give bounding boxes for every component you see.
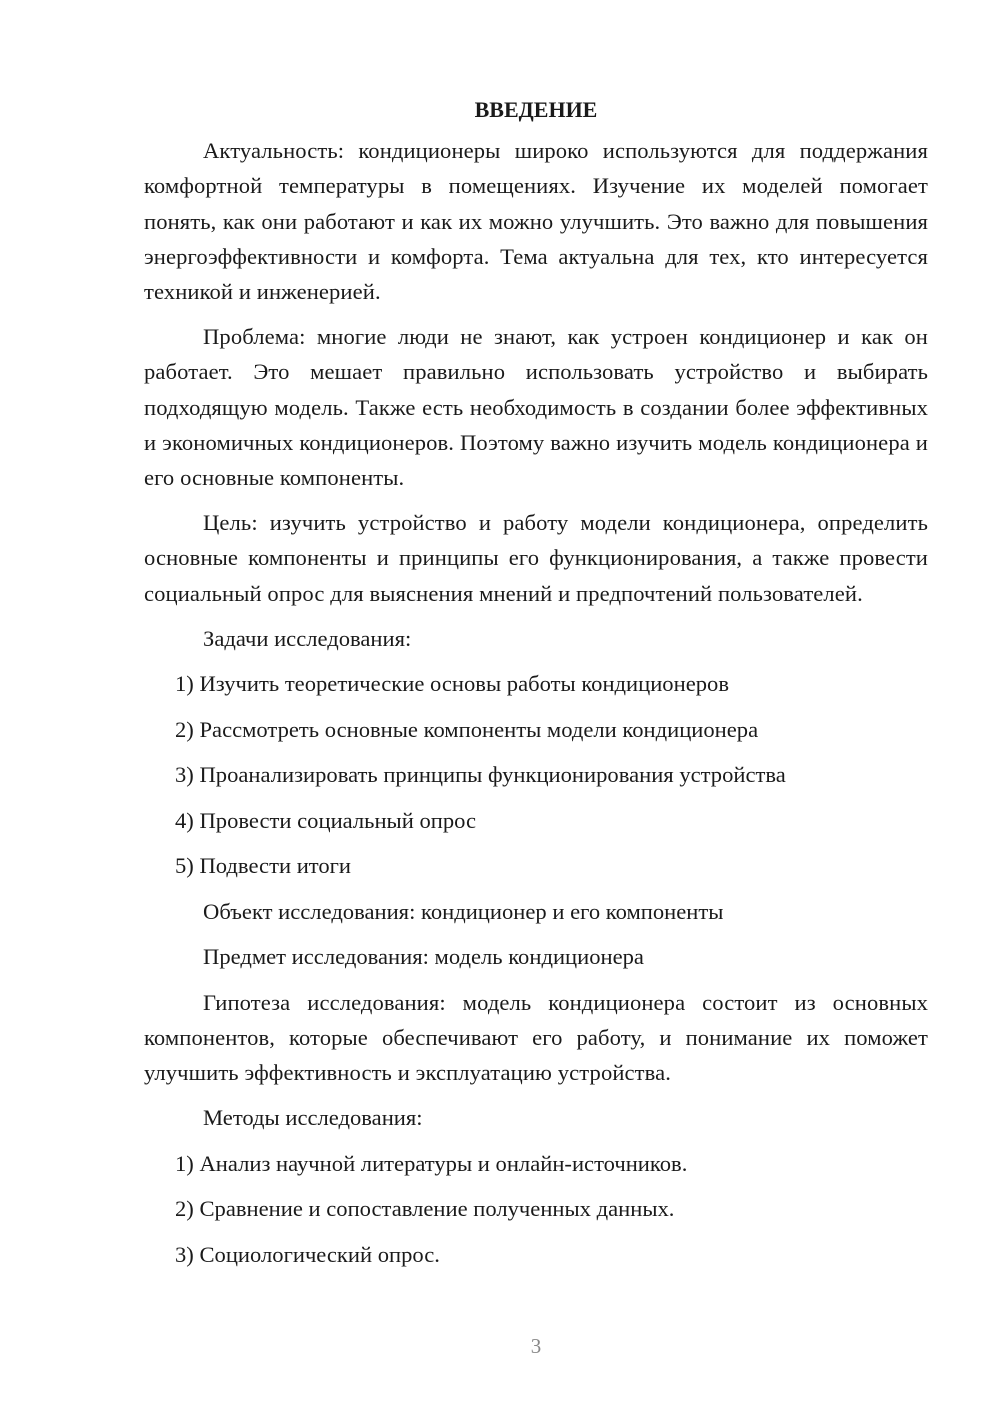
task-item-2: 2) Рассмотреть основные компоненты модели кондиционера [175,716,759,742]
research-subject: Предмет исследования: модель кондиционера [203,944,644,970]
task-item-4: 4) Провести социальный опрос [175,807,477,833]
goal-paragraph: Цель: изучить устройство и работу модели кондиционера, определить основные компоненты и принципы его функционирования, а также провести социальный опрос для выяснения мнений и предпочтений пользователей. [144,510,928,606]
page-title: ВВЕДЕНИЕ [474,97,598,122]
research-object: Объект исследования: кондиционер и его компоненты [203,898,724,924]
method-item-2: 2) Сравнение и сопоставление полученных данных. [175,1196,675,1222]
relevance-paragraph: Актуальность: кондиционеры широко используются для поддержания комфортной температуры в помещениях. Изучение их моделей помогает понять, как они работают и как их можно улучшить. Это важно для повышения энергоэффективности и комфорта. Тема актуальна для тех, кто интересуется техникой и инженерией. [144,138,928,305]
task-item-3: 3) Проанализировать принципы функционирования устройства [175,762,786,788]
hypothesis-paragraph: Гипотеза исследования: модель кондиционера состоит из основных компонентов, которые обеспечивают его работу, и понимание их поможет улучшить эффективность и эксплуатацию устройства. [144,989,928,1086]
task-item-1: 1) Изучить теоретические основы работы кондиционеров [175,671,729,697]
task-item-5: 5) Подвести итоги [175,853,352,879]
methods-heading: Методы исследования: [203,1105,423,1131]
tasks-heading: Задачи исследования: [203,625,412,651]
method-item-1: 1) Анализ научной литературы и онлайн-источников. [175,1150,688,1176]
problem-paragraph: Проблема: многие люди не знают, как устроен кондиционер и как он работает. Это мешает правильно использовать устройство и выбирать подходящую модель. Также есть необходимость в создании более эффективных и экономичных кондиционеров. Поэтому важно изучить модель кондиционера и его основные компоненты. [144,324,928,491]
method-item-3: 3) Социологический опрос. [175,1241,440,1267]
document-page [144,92,928,1282]
page-number: 3 [530,1334,542,1358]
